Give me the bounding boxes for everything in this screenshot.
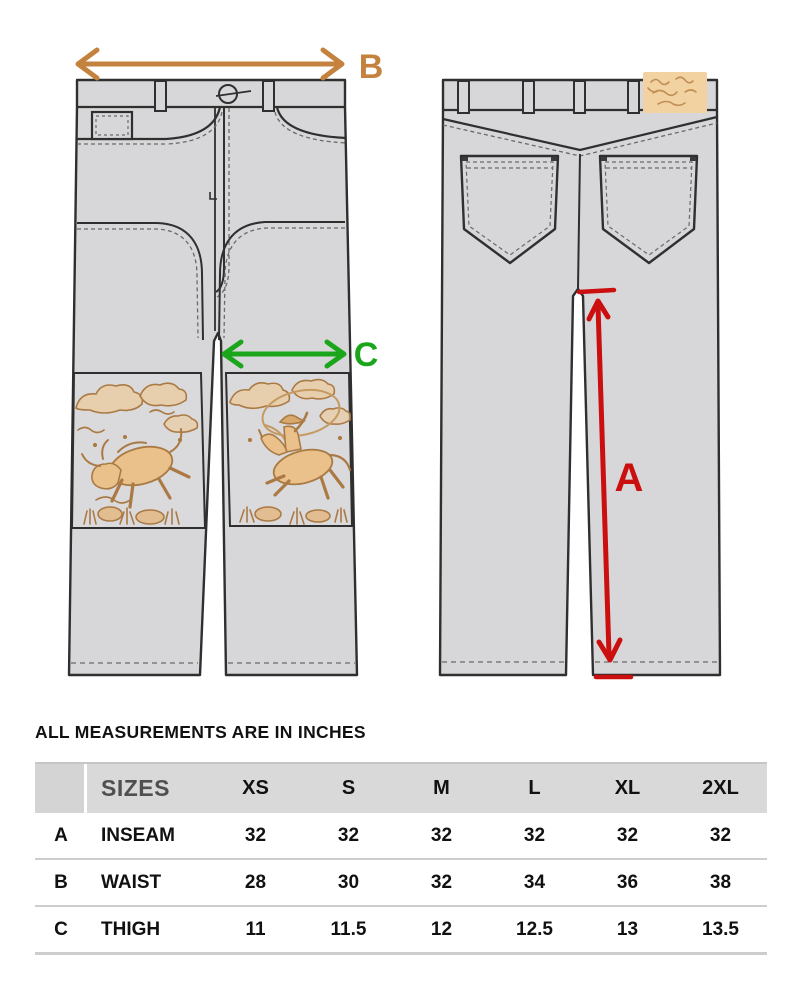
inseam-value-s: 32 xyxy=(337,824,360,846)
inseam-value-l: 32 xyxy=(523,824,546,846)
back-belt-loop xyxy=(458,81,469,113)
pants-back-view xyxy=(440,72,720,675)
inseam-value-2xl: 32 xyxy=(709,824,732,846)
waist-value-xs: 28 xyxy=(244,871,267,893)
measurement-note: ALL MEASUREMENTS ARE IN INCHES xyxy=(35,722,366,742)
table-row-waist xyxy=(35,858,767,905)
header-corner-cell xyxy=(35,764,87,813)
size-column-header-xl: XL xyxy=(614,777,641,799)
waist-measure-arrow xyxy=(78,50,342,78)
size-column-header-s: S xyxy=(341,777,356,799)
size-column-header-xs: XS xyxy=(242,777,269,799)
row-key-b: B xyxy=(54,871,68,893)
front-belt-loop xyxy=(263,81,274,111)
thigh-value-xl: 13 xyxy=(616,918,639,940)
size-column-header-l: L xyxy=(528,777,541,799)
row-label-thigh: THIGH xyxy=(101,918,161,940)
back-belt-loop xyxy=(628,81,639,113)
thigh-value-m: 12 xyxy=(430,918,453,940)
back-belt-loop xyxy=(574,81,585,113)
row-key-a: A xyxy=(54,824,68,846)
thigh-value-l: 12.5 xyxy=(516,918,553,940)
row-label-waist: WAIST xyxy=(101,871,162,893)
front-belt-loop xyxy=(155,81,166,111)
pants-front-view xyxy=(69,80,357,675)
size-table-header-row xyxy=(35,762,767,813)
size-column-header-2xl: 2XL xyxy=(702,777,739,799)
waist-value-l: 34 xyxy=(523,871,546,893)
waist-value-xl: 36 xyxy=(616,871,639,893)
inseam-label-a: A xyxy=(614,456,644,500)
thigh-value-2xl: 13.5 xyxy=(702,918,739,940)
thigh-value-xs: 11 xyxy=(245,918,266,940)
waist-value-m: 32 xyxy=(430,871,453,893)
waist-label-b: B xyxy=(358,48,384,86)
table-row-inseam xyxy=(35,813,767,858)
inseam-value-xl: 32 xyxy=(616,824,639,846)
back-belt-loop xyxy=(523,81,534,113)
table-row-thigh xyxy=(35,905,767,952)
inseam-value-m: 32 xyxy=(430,824,453,846)
size-chart-table xyxy=(35,762,767,955)
size-column-header-m: M xyxy=(433,777,450,799)
inseam-value-xs: 32 xyxy=(244,824,267,846)
row-label-inseam: INSEAM xyxy=(101,824,175,846)
thigh-label-c: C xyxy=(353,336,379,374)
row-key-c: C xyxy=(54,918,68,940)
thigh-value-s: 11.5 xyxy=(330,918,367,940)
waist-value-s: 30 xyxy=(337,871,360,893)
sizes-header-label: SIZES xyxy=(101,775,170,801)
waist-value-2xl: 38 xyxy=(709,871,732,893)
